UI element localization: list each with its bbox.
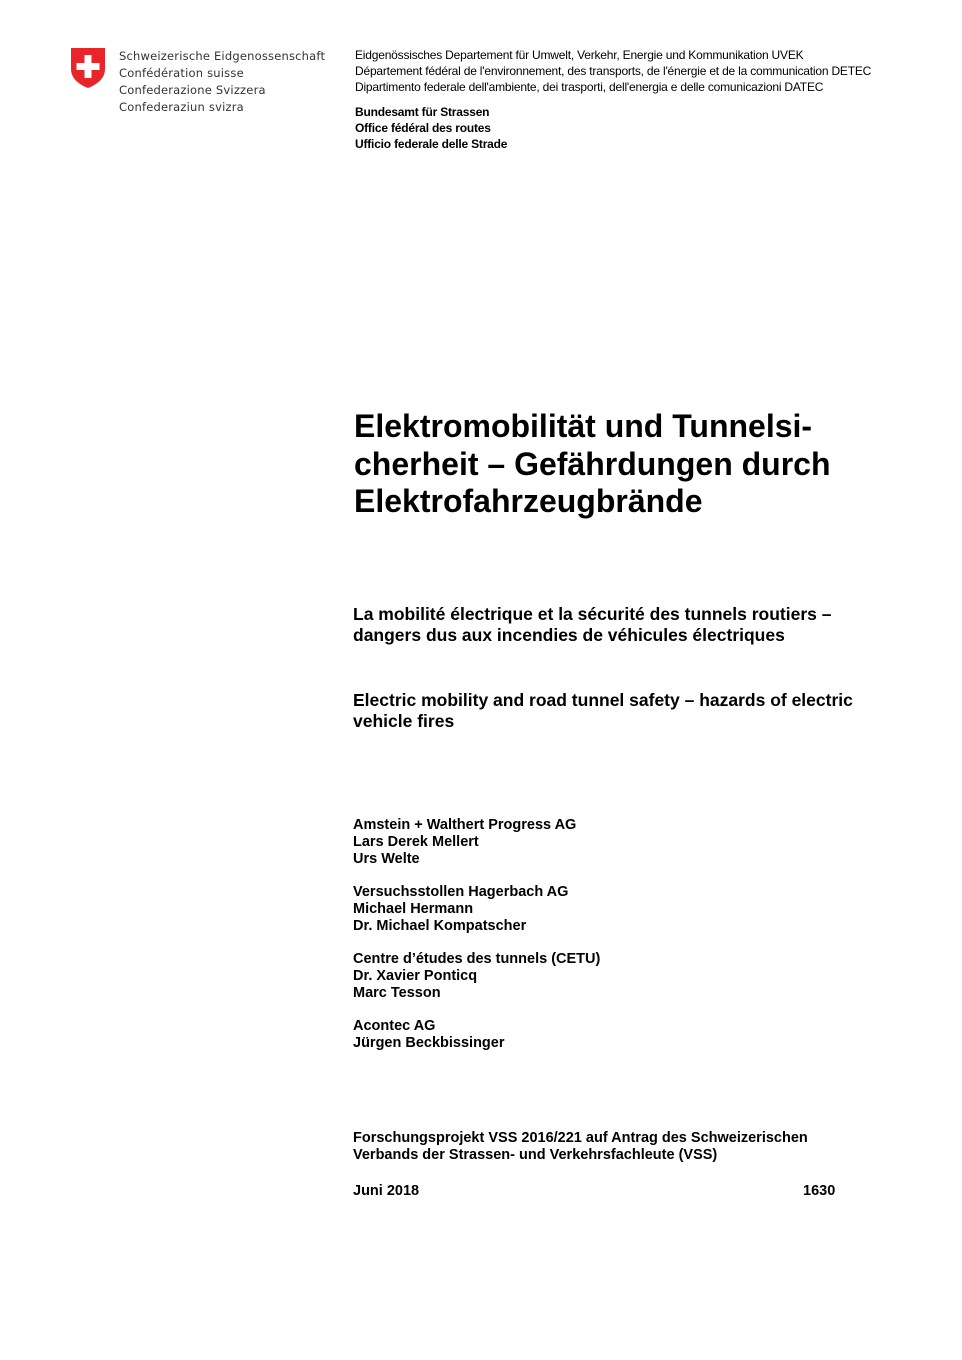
office-block bbox=[355, 104, 507, 152]
author-group bbox=[353, 1018, 600, 1052]
author-name: Lars Derek Mellert bbox=[353, 834, 479, 850]
authors-list bbox=[353, 817, 600, 1068]
author-organization: Acontec AG bbox=[353, 1018, 436, 1034]
swiss-coat-of-arms-icon bbox=[70, 47, 106, 89]
title-line: Elektromobilität und Tunnelsi- bbox=[354, 408, 813, 444]
subtitle-fr-line: dangers dus aux incendies de véhicules électriques bbox=[353, 625, 785, 645]
office-it: Ufficio federale delle Strade bbox=[355, 137, 508, 151]
department-it: Dipartimento federale dell'ambiente, dei trasporti, dell'energia e delle comunicazioni DATEC bbox=[355, 80, 824, 94]
author-organization: Centre d’études des tunnels (CETU) bbox=[353, 951, 601, 967]
author-organization: Amstein + Walthert Progress AG bbox=[353, 817, 577, 833]
author-organization: Versuchsstollen Hagerbach AG bbox=[353, 884, 569, 900]
title-line: cherheit – Gefährdungen durch bbox=[354, 445, 831, 482]
author-name: Jürgen Beckbissinger bbox=[353, 1035, 505, 1051]
report-number: 1630 bbox=[803, 1183, 836, 1199]
confederation-it: Confederazione Svizzera bbox=[119, 83, 266, 97]
office-de: Bundesamt für Strassen bbox=[355, 105, 490, 119]
subtitle-french bbox=[353, 604, 831, 646]
author-group bbox=[353, 884, 600, 935]
research-project-note bbox=[353, 1130, 808, 1164]
author-name: Urs Welte bbox=[353, 851, 420, 867]
confederation-rm: Confederaziun svizra bbox=[119, 100, 244, 114]
project-line: Forschungsprojekt VSS 2016/221 auf Antrag des Schweizerischen bbox=[353, 1130, 808, 1146]
publication-date: Juni 2018 bbox=[353, 1183, 420, 1199]
project-line: Verbands der Strassen- und Verkehrsfachleute (VSS) bbox=[353, 1147, 718, 1163]
cross-horizontal bbox=[77, 63, 100, 70]
office-fr: Office fédéral des routes bbox=[355, 121, 491, 135]
subtitle-fr-line: La mobilité électrique et la sécurité des tunnels routiers – bbox=[353, 604, 832, 624]
confederation-fr: Confédération suisse bbox=[119, 66, 244, 80]
department-fr: Département fédéral de l'environnement, des transports, de l'énergie et de la communication DETEC bbox=[355, 64, 872, 78]
confederation-names bbox=[119, 48, 325, 116]
department-de: Eidgenössisches Departement für Umwelt, Verkehr, Energie und Kommunikation UVEK bbox=[355, 48, 804, 62]
subtitle-en-line: Electric mobility and road tunnel safety – hazards of electric bbox=[353, 690, 853, 710]
title-line: Elektrofahrzeugbrände bbox=[354, 483, 703, 519]
author-group bbox=[353, 951, 600, 1002]
subtitle-en-line: vehicle fires bbox=[353, 711, 455, 731]
author-group bbox=[353, 817, 600, 868]
subtitle-english bbox=[353, 690, 853, 732]
author-name: Dr. Xavier Ponticq bbox=[353, 968, 478, 984]
confederation-de: Schweizerische Eidgenossenschaft bbox=[119, 49, 326, 63]
author-name: Michael Hermann bbox=[353, 901, 474, 917]
document-title bbox=[354, 408, 874, 521]
author-name: Dr. Michael Kompatscher bbox=[353, 918, 527, 934]
author-name: Marc Tesson bbox=[353, 985, 441, 1001]
department-block bbox=[355, 47, 871, 95]
